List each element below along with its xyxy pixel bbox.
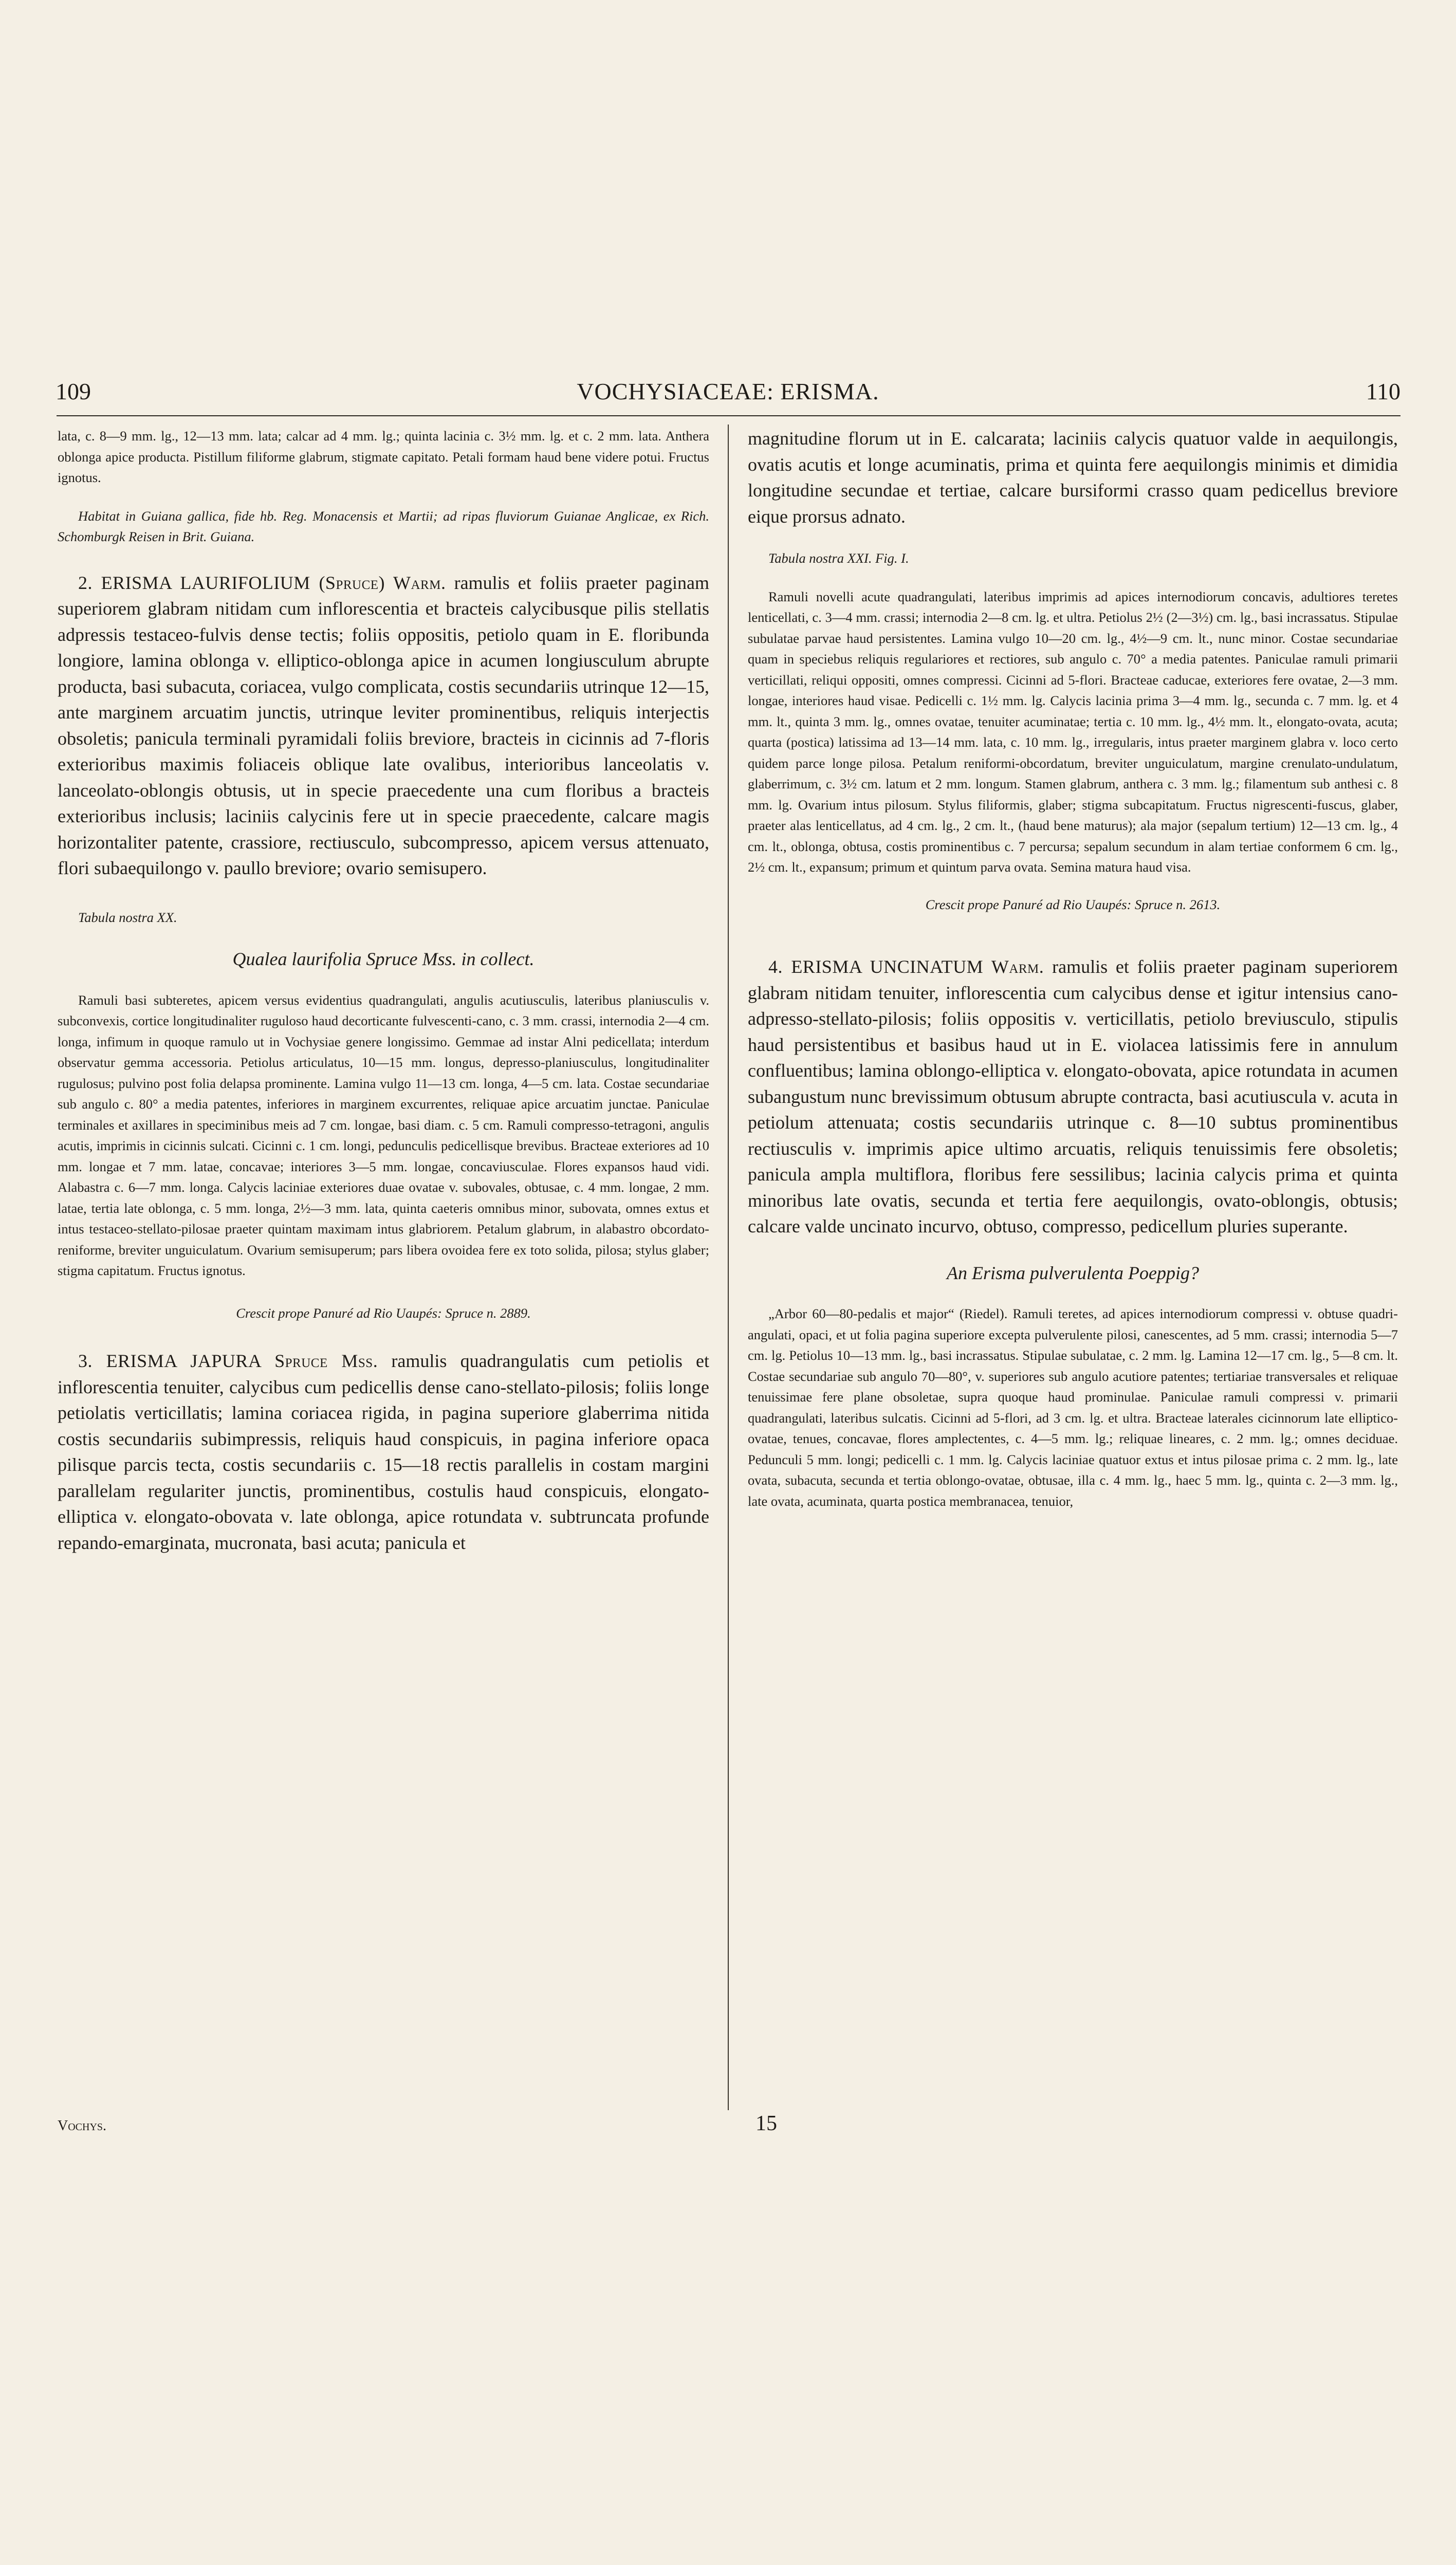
species-3-description [58, 1348, 709, 1556]
species-3-locality: Crescit prope Panuré ad Rio Uaupés: Spruce n. 2613. [925, 896, 1221, 912]
species-2-text: ramulis et foliis praeter paginam superiorem glabram nitidam cum inflorescentia et bracteis calycibusque pilis stellatis adpressis testaceo-fulvis dense tectis; foliis oppositis, petiolo quam in E. floribunda longiore, lamina oblonga v. elliptico-oblonga apice in acumen longiusculum abrupte producta, basi subacuta, coriacea, vulgo complicata, costis secundariis utrinque 12—15, ante marginem arcuatim junctis, utrinque leviter prominentibus, reliquis interjectis obsoletis; panicula terminali pyramidali foliis breviore, bracteis in cicinnis ad 7-floris exterioribus maximis foliaceis oblique late ovalibus, interioribus lanceolatis v. lanceolato-oblongis obtusis, ut in specie praecedente una cum floribus a bracteis exterioribus inclusis; laciniis calycinis fere ut in specie praecedente, calcare magis horizontaliter patente, crassiore, rectiusculo, subcompresso, apicem versus attenuato, flori subaequilongo v. paullo breviore; ovario semisupero. [58, 572, 709, 878]
species-2-heading: 2. ERISMA LAURIFOLIUM (Spruce) Warm. [78, 572, 446, 593]
species-2-detail: Ramuli basi subteretes, apicem versus evidentius quadrangulati, angulis acutiusculis, lateribus planiusculis v. subconvexis, cortice longitudinaliter ruguloso haud decorticante fulvescenti-cano, c. 3 mm. crassi, internodia 2—4 cm. longa, infimum in quoque ramulo ut in Vochysiae genere longissimo. Gemmae ad instar Alni pedicellata; interdum observatur gemma accessoria. Petiolus articulatus, 10—15 mm. longus, depresso-planiusculus, longitudinaliter rugulosus; pulvino post folia delapsa prominente. Lamina vulgo 11—13 cm. longa, 4—5 cm. lata. Costae secundariae sub angulo c. 80° a media patentes, inferiores in marginem excurrentes, reliquae apice arcuatim junctae. Paniculae terminales et axillares in speciminibus meis ad 7 cm. longae, basi diam. c. 5 cm. Ramuli compresso-tetragoni, angulis acutis, imprimis in cicinnis sulcati. Cicinni c. 1 cm. longi, pedunculis pedicellisque brevibus. Bracteae exteriores ad 10 mm. longae et 7 mm. latae, concavae; interiores 3—5 mm. longae, concaviusculae. Flores expansos haud vidi. Alabastra c. 6—7 mm. longa. Calycis laciniae exteriores duae ovatae v. subovales, obtusae, c. 4 mm. longae, 2 mm. latae, tertia late oblonga, c. 5 mm. longa, 2½—3 mm. lata, quinta caeteris omnibus minor, subovata, omnes extus et intus testaceo-stellato-pilosae praeter quintam maximam intus glabriorem. Petalum glabrum, in alabastro obcordato-reniforme, breviter unguiculatum. Ovarium semisuperum; pars libera ovoidea fere ex toto solida, pilosa; stylus glaber; stigma capitatum. Fructus ignotus. [58, 992, 709, 1278]
header-rule [57, 415, 1400, 416]
species-4-text: ramulis et foliis praeter paginam superiorem glabram nitidam tenuiter, inflorescentia cum calycibus dense et igitur intensius cano-adpresso-stellato-pilosis; foliis oppositis v. verticillatis, petiolo breviusculo, stipulis haud persistentibus et basibus haud ut in E. violacea latissimis fere in annulum confluentibus; lamina oblongo-elliptica v. elongato-obovata, apice rotundata in acumen subangustum nunc brevissimum obtusum abrupte contracta, basi acutiuscula v. acuta in petiolum attenuata; costis secundariis utrinque c. 8—10 subtus prominentibus rectiusculis v. imprimis apice ultimo arcuatis, reliquis tenuissimis fere obsoletis; panicula ampla multiflora, floribus fere sessilibus; lacinia calycis prima et quinta minoribus late ovatis, secunda et tertia fere aequilongis, ovato-oblongis, obtusis; calcare valde uncinato incurvo, obtuso, compresso, pedicellum pluries superante. [748, 956, 1398, 1237]
synonym-line: Qualea laurifolia Spruce Mss. in collect. [232, 949, 535, 969]
species-3-detail: Ramuli novelli acute quadrangulati, lateribus imprimis ad apices internodiorum concavis, adultiores teretes lenticellati, c. 3—4 mm. crassi; internodia 2—8 cm. lg. et ultra. Petiolus 2½ (2—3½) cm. lg., basi incrassatus. Stipulae subulatae parvae haud persistentes. Lamina vulgo 10—20 cm. lg., 4½—9 cm. lt., nunc minor. Costae secundariae quam in speciebus reliquis regulariores et rectiores, sub angulo c. 70° a media patentes. Paniculae ramuli primarii verticillati, reliqui oppositi, omnes compressi. Cicinni ad 5-flori. Bracteae caducae, exteriores fere ovatae, 2—3 mm. longae, interiores haud visae. Pedicelli c. 1½ mm. lg. Calycis lacinia prima 3—4 mm. lg., secunda c. 7 mm. lg. et 4 mm. lt., quinta 3 mm. lg., omnes ovatae, tenuiter acuminatae; tertia c. 10 mm. lg., 4½ mm. lt., elongato-ovata, acuta; quarta (postica) latissima ad 13—14 mm. lata, c. 10 mm. lg., irregularis, intus praeter marginem glabra v. loco certo quidem parce longe pilosa. Petalum reniformi-obcordatum, breviter unguiculatum, margine crenulato-undulatum, glaberrimum, c. 3½ cm. latum et 2 mm. longum. Stamen glabrum, anthera c. 3 mm. lg.; filamentum sub anthesi c. 8 mm. lg. Ovarium intus pilosum. Stylus filiformis, glaber; stigma subcapitatum. Fructus nigrescenti-fuscus, glaber, praeter alas lenticellatus, ad 4 cm. lg., 2 cm. lt., (haud bene maturus); ala major (sepalum tertium) 12—13 cm. lg., 4 cm. lt., oblonga, obtusa, costis prominentibus c. 7 percursa; sepalum secundum in alam tertiae conformem 6 cm. lg., 2½ cm. lt., expansum; primum et quintum parva ovata. Semina matura haud visa. [748, 588, 1398, 875]
species-4-description [748, 954, 1398, 1240]
signature-mark: Vochys. [58, 2118, 107, 2134]
species-4-heading: 4. ERISMA UNCINATUM Warm. [768, 956, 1044, 977]
species-4-query: An Erisma pulverulenta Poeppig? [947, 1262, 1199, 1283]
running-title: VOCHYSIACEAE: ERISMA. [577, 378, 879, 404]
column-divider [728, 425, 729, 2110]
sheet-number: 15 [755, 2112, 777, 2135]
left-habitat: Habitat in Guiana gallica, fide hb. Reg. Monacensis et Martii; ad ripas fluviorum Guianae Anglicae, ex Rich. Schomburgk Reisen in Brit. Guiana. [58, 508, 709, 544]
species-3-text: ramulis quadrangulatis cum petiolis et inflorescentia tenuiter, calycibus cum pedicellis dense cano-stellato-pilosis; foliis longe petiolatis verticillatis; lamina coriacea rigida, in pagina superiore glaberrima nitida costis secundariis subimpressis, reliquis haud conspicuis, in pagina inferiore opaca pilisque parcis tecta, costis secundariis c. 15—18 rectis parallelis in costam margini parallelam regulariter junctis, prominentibus, costulis haud conspicuis, elongato-elliptica v. elongato-obovata v. late oblonga, apice rotundata v. subtruncata profunde repando-emarginata, mucronata, basi acuta; panicula et [58, 1351, 709, 1553]
page-number-left: 109 [56, 378, 91, 404]
species-2-locality: Crescit prope Panuré ad Rio Uaupés: Spruce n. 2889. [236, 1305, 531, 1321]
plate-reference-20: Tabula nostra XX. [78, 909, 177, 925]
species-4-detail: „Arbor 60—80-pedalis et major“ (Riedel). Ramuli teretes, ad apices internodiorum compressi v. obtuse quadri-angulati, opaci, et ut folia pagina superiore excepta pulverulente pilosi, canescentes, ad 5 mm. crassi; internodia 5—7 cm. lg. Petiolus 10—13 mm. lg., basi incrassatus. Stipulae subulatae, c. 2 mm. lg. Lamina 12—17 cm. lg., 5—8 cm. lt. Costae secundariae sub angulo 70—80°, v. superiores sub angulo acutiore patentes; tertiariae transversales et reliquae tenuissimae fere plane obsoletae, supra quoque haud prominulae. Paniculae ramuli compressi v. primarii quadrangulati, lateribus sulcatis. Cicinni ad 5-flori, ad 3 cm. lg. et ultra. Bracteae laterales cicinnorum late elliptico-ovatae, tenues, concavae, flores amplectentes, c. 4—5 mm. lg.; reliquae lineares, c. 2 mm. lg.; omnes deciduae. Pedunculi 5 mm. longi; pedicelli c. 1 mm. lg. Calycis laciniae quatuor extus et intus pilosae prima c. 2 mm. lg., late ovata, subacuta, secunda et tertia oblongo-ovatae, obtusae, illa c. 4 mm. lg., haec 5 mm. lg., quinta c. 2—3 mm. lg., late ovata, acuminata, quarta postica membranacea, tenuior, [748, 1306, 1398, 1509]
left-paragraph-1: lata, c. 8—9 mm. lg., 12—13 mm. lata; calcar ad 4 mm. lg.; quinta lacinia c. 3½ mm. lg. et c. 2 mm. lata. Anthera oblonga apice producta. Pistillum filiforme glabrum, stigmate capitato. Petali formam haud bene videre potui. Fructus ignotus. [58, 428, 709, 485]
plate-reference-21: Tabula nostra XXI. Fig. I. [768, 550, 909, 566]
left-column [58, 426, 709, 2127]
species-3-heading: 3. ERISMA JAPURA Spruce Mss. [78, 1351, 378, 1371]
running-header [56, 378, 1400, 409]
right-column [748, 426, 1398, 2106]
right-paragraph-1: magnitudine florum ut in E. calcarata; laciniis calycis quatuor valde in aequilongis, ovatis acutis et longe acuminatis, prima et quinta fere aequilongis minimis et dimidia longitudine secundae et tertiae, calcare bursiformi crasso quam pedicellus breviore eique prorsus adnato. [748, 428, 1398, 527]
page-number-right: 110 [1366, 378, 1400, 404]
species-2-description [58, 570, 709, 881]
